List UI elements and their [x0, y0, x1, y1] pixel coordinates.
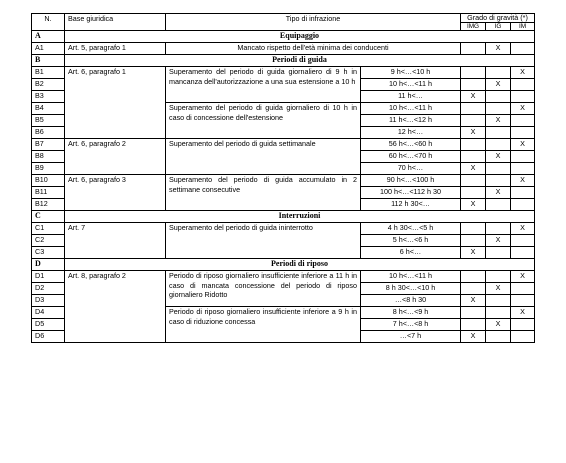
row-im-cell	[511, 295, 535, 307]
row-im-cell	[511, 187, 535, 199]
row-value: 112 h 30<…	[361, 199, 461, 211]
table-row-b1	[32, 67, 535, 79]
row-ig-mark: X	[486, 235, 511, 247]
row-number: C2	[32, 235, 65, 247]
row-img-cell	[461, 307, 486, 319]
row-im-mark: X	[511, 139, 535, 151]
table-row-a1	[32, 43, 535, 55]
row-ig-mark: X	[486, 151, 511, 163]
row-number: B2	[32, 79, 65, 91]
row-ig-cell	[486, 103, 511, 115]
section-code: B	[32, 55, 65, 67]
row-img-cell	[461, 115, 486, 127]
row-img-cell	[461, 151, 486, 163]
row-ig-mark: X	[486, 79, 511, 91]
row-im-cell	[511, 91, 535, 103]
row-value: 4 h 30<…<5 h	[361, 223, 461, 235]
row-base: Art. 6, paragrafo 2	[65, 139, 166, 175]
row-ig-cell	[486, 307, 511, 319]
row-im-cell	[511, 163, 535, 175]
row-number: D2	[32, 283, 65, 295]
row-ig-cell	[486, 91, 511, 103]
row-ig-cell	[486, 139, 511, 151]
row-img-cell	[461, 139, 486, 151]
row-number: B10	[32, 175, 65, 187]
row-number: B6	[32, 127, 65, 139]
header-grado-gravita: Grado di gravità (*)	[461, 14, 535, 23]
row-base: Art. 5, paragrafo 1	[65, 43, 166, 55]
row-value: 11 h<…<12 h	[361, 115, 461, 127]
row-img-cell	[461, 223, 486, 235]
row-number: C1	[32, 223, 65, 235]
row-number: B12	[32, 199, 65, 211]
row-im-cell	[511, 247, 535, 259]
row-value: 90 h<…<100 h	[361, 175, 461, 187]
header-img: IMG	[461, 23, 486, 31]
section-row-d	[32, 259, 535, 271]
row-ig-cell	[486, 331, 511, 343]
infractions-table	[31, 13, 535, 343]
row-value: 10 h<…<11 h	[361, 103, 461, 115]
row-ig-cell	[486, 223, 511, 235]
row-img-mark: X	[461, 91, 486, 103]
row-value: 100 h<…<112 h 30	[361, 187, 461, 199]
section-title: Periodi di riposo	[65, 259, 535, 271]
row-base: Art. 7	[65, 223, 166, 259]
row-img-mark: X	[461, 295, 486, 307]
row-description: Periodo di riposo giornaliero insufficiente inferiore a 9 h in caso di riduzione concessa	[166, 307, 361, 343]
section-row-b	[32, 55, 535, 67]
section-title: Equipaggio	[65, 31, 535, 43]
row-value: 10 h<…<11 h	[361, 79, 461, 91]
header-ig: IG	[486, 23, 511, 31]
row-value: 5 h<…<6 h	[361, 235, 461, 247]
row-number: B9	[32, 163, 65, 175]
row-im-cell	[511, 151, 535, 163]
row-img-mark: X	[461, 199, 486, 211]
row-value: 56 h<…<60 h	[361, 139, 461, 151]
row-img-mark: X	[461, 163, 486, 175]
row-ig-cell	[486, 127, 511, 139]
table-row-b10	[32, 175, 535, 187]
row-number: B4	[32, 103, 65, 115]
row-value: 8 h 30<…<10 h	[361, 283, 461, 295]
header-base-giuridica: Base giuridica	[65, 14, 166, 31]
row-im-cell	[511, 235, 535, 247]
row-ig-cell	[486, 295, 511, 307]
row-number: A1	[32, 43, 65, 55]
row-base: Art. 6, paragrafo 1	[65, 67, 166, 139]
row-number: B5	[32, 115, 65, 127]
section-row-c	[32, 211, 535, 223]
header-row	[32, 14, 535, 23]
row-base: Art. 6, paragrafo 3	[65, 175, 166, 211]
row-value: 10 h<…<11 h	[361, 271, 461, 283]
row-value: 7 h<…<8 h	[361, 319, 461, 331]
row-number: D1	[32, 271, 65, 283]
row-im-cell	[511, 127, 535, 139]
row-value: 70 h<…	[361, 163, 461, 175]
row-im-cell	[511, 199, 535, 211]
row-value: …<7 h	[361, 331, 461, 343]
row-value: 11 h<…	[361, 91, 461, 103]
infractions-document	[31, 13, 535, 343]
row-number: B3	[32, 91, 65, 103]
row-number: D3	[32, 295, 65, 307]
row-img-cell	[461, 103, 486, 115]
row-ig-cell	[486, 163, 511, 175]
section-row-a	[32, 31, 535, 43]
row-value: 8 h<…<9 h	[361, 307, 461, 319]
table-row-d1	[32, 271, 535, 283]
row-number: B1	[32, 67, 65, 79]
row-img-cell	[461, 319, 486, 331]
row-img-mark: X	[461, 127, 486, 139]
row-base: Art. 8, paragrafo 2	[65, 271, 166, 343]
row-number: D5	[32, 319, 65, 331]
row-number: B7	[32, 139, 65, 151]
table-row-b7	[32, 139, 535, 151]
row-im-mark: X	[511, 103, 535, 115]
section-title: Periodi di guida	[65, 55, 535, 67]
row-ig-mark: X	[486, 115, 511, 127]
row-description: Mancato rispetto dell'età minima dei conducenti	[166, 43, 461, 55]
row-im-cell	[511, 331, 535, 343]
row-value: 60 h<…<70 h	[361, 151, 461, 163]
row-ig-mark: X	[486, 187, 511, 199]
row-value: 9 h<…<10 h	[361, 67, 461, 79]
row-value: …<8 h 30	[361, 295, 461, 307]
row-description: Superamento del periodo di guida giornaliero di 9 h in mancanza dell'autorizzazione a una sua estensione a 10 h	[166, 67, 361, 103]
row-description: Superamento del periodo di guida accumulato in 2 settimane consecutive	[166, 175, 361, 211]
header-tipo-infrazione: Tipo di infrazione	[166, 14, 461, 31]
row-number: D4	[32, 307, 65, 319]
section-code: A	[32, 31, 65, 43]
row-ig-cell	[486, 175, 511, 187]
header-im: IM	[511, 23, 535, 31]
row-ig-mark: X	[486, 283, 511, 295]
row-img-cell	[461, 271, 486, 283]
row-im-mark: X	[511, 223, 535, 235]
section-code: D	[32, 259, 65, 271]
row-im-mark: X	[511, 67, 535, 79]
row-value: 6 h<…	[361, 247, 461, 259]
row-value: 12 h<…	[361, 127, 461, 139]
row-img-cell	[461, 43, 486, 55]
table-row-c1	[32, 223, 535, 235]
row-description: Periodo di riposo giornaliero insufficiente inferiore a 11 h in caso di mancata concessione del periodo di riposo giornaliero Ridotto	[166, 271, 361, 307]
row-number: B11	[32, 187, 65, 199]
section-title: Interruzioni	[65, 211, 535, 223]
row-number: B8	[32, 151, 65, 163]
row-ig-cell	[486, 199, 511, 211]
row-im-cell	[511, 319, 535, 331]
row-img-cell	[461, 175, 486, 187]
section-code: C	[32, 211, 65, 223]
row-ig-cell	[486, 67, 511, 79]
row-img-cell	[461, 79, 486, 91]
row-img-cell	[461, 283, 486, 295]
row-ig-mark: X	[486, 43, 511, 55]
row-im-cell	[511, 115, 535, 127]
row-description: Superamento del periodo di guida ininterrotto	[166, 223, 361, 259]
row-img-cell	[461, 67, 486, 79]
row-im-cell	[511, 79, 535, 91]
row-ig-mark: X	[486, 319, 511, 331]
row-description: Superamento del periodo di guida giornaliero di 10 h in caso di concessione dell'estensione	[166, 103, 361, 139]
row-im-cell	[511, 283, 535, 295]
row-description: Superamento del periodo di guida settimanale	[166, 139, 361, 175]
row-number: C3	[32, 247, 65, 259]
row-img-cell	[461, 235, 486, 247]
row-ig-cell	[486, 271, 511, 283]
header-n: N.	[32, 14, 65, 31]
row-img-cell	[461, 187, 486, 199]
row-im-cell	[511, 43, 535, 55]
row-im-mark: X	[511, 175, 535, 187]
row-img-mark: X	[461, 331, 486, 343]
row-number: D6	[32, 331, 65, 343]
row-im-mark: X	[511, 271, 535, 283]
row-ig-cell	[486, 247, 511, 259]
row-img-mark: X	[461, 247, 486, 259]
row-im-mark: X	[511, 307, 535, 319]
